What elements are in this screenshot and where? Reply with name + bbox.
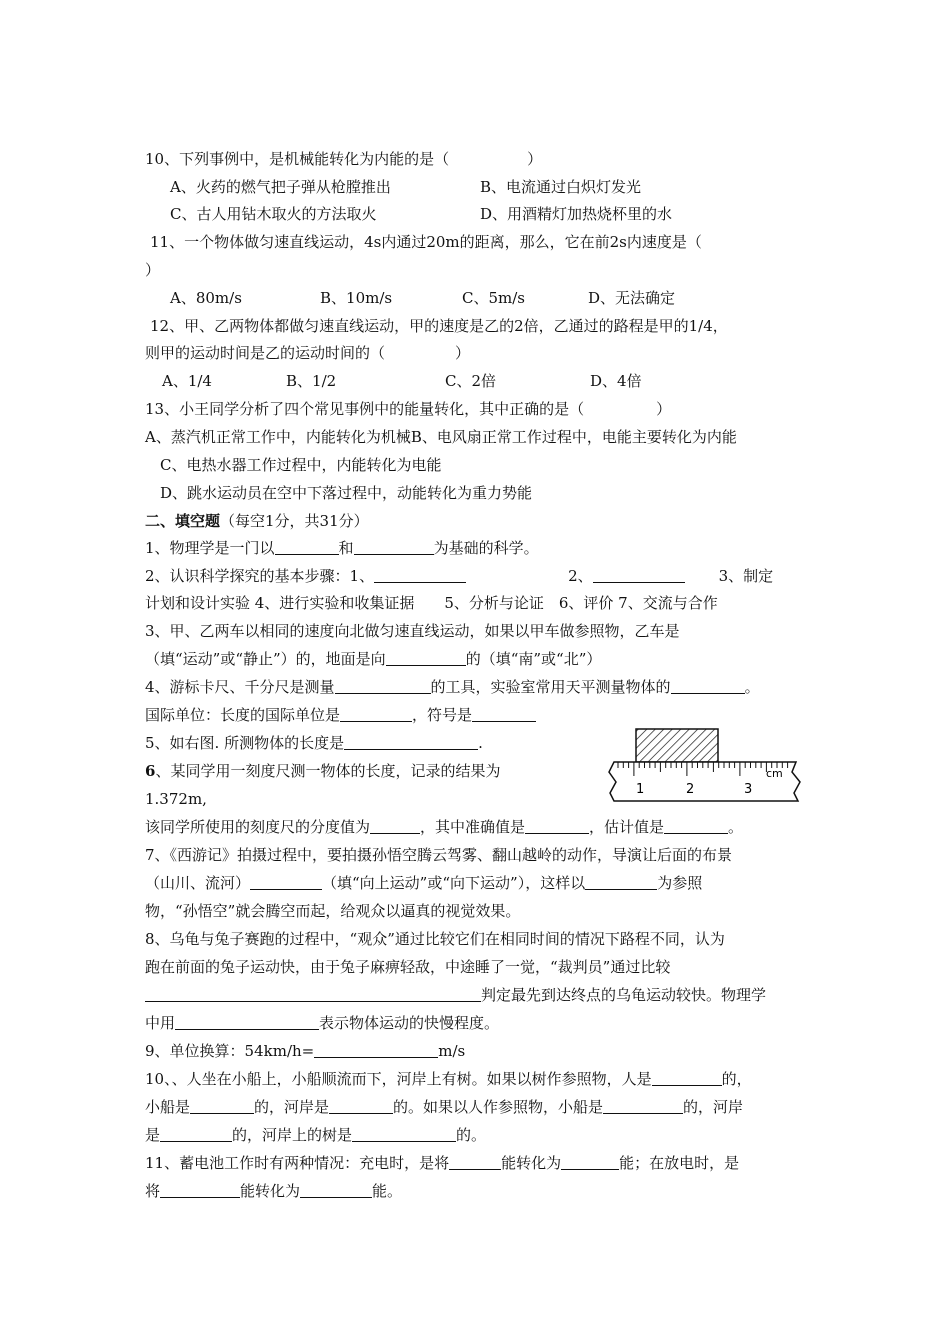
fill-q4-line2: 国际单位：长度的国际单位是 ，符号是 [145,705,536,725]
q12-stem-line2: 则甲的运动时间是乙的运动时间的（ ） [145,344,471,362]
blank [370,817,420,834]
blank [603,1097,683,1114]
fill-q6-line2: 1.372m, [145,790,207,808]
fill-q7-line3: 物，“孙悟空”就会腾空而起，给观众以逼真的视觉效果。 [145,902,521,920]
blank [335,677,431,694]
q13-option-ab: A、蒸汽机正常工作中，内能转化为机械B、电风扇正常工作过程中，电能主要转化为内能 [145,428,737,446]
blank [340,705,412,722]
q10-option-a: A、火药的燃气把子弹从枪膛推出 [170,178,391,196]
q10-stem: 10、下列事例中，是机械能转化为内能的是（ ） [145,150,543,168]
blank [561,1153,619,1170]
fill-q11-line2: 将 能转化为 能。 [145,1182,403,1200]
q12-option-d: D、4倍 [590,372,642,390]
blank [160,1125,232,1142]
fill-q10-line2: 小船是 的，河岸是 的。如果以人作参照物，小船是 的，河岸 [145,1098,744,1116]
blank [145,985,481,1002]
q11-option-d: D、无法确定 [588,289,676,307]
fill-q2: 2、认识科学探究的基本步骤：1、 2、 3、制定 [145,567,774,585]
ruler-tick-label-3: 3 [744,782,753,797]
blank [314,1041,438,1058]
section2-heading [145,511,369,531]
fill-q9: 9、单位换算：54km/h= m/s [145,1042,466,1060]
q11-option-b: B、10m/s [320,289,393,307]
fill-q8-line3: 判定最先到达终点的乌龟运动较快。物理学 [145,985,766,1005]
blank [386,649,466,666]
fill-q10-line3: 是 的，河岸上的树是 的。 [145,1126,487,1144]
blank [354,538,434,555]
q10-option-b: B、电流通过白炽灯发光 [480,178,642,196]
q10-option-c: C、古人用钻木取火的方法取火 [170,205,377,223]
blank [585,873,657,890]
section2-title: 二、填空题 [145,512,221,530]
fill-q10-line1: 10、、人坐在小船上，小船顺流而下，河岸上有树。如果以树作参照物，人是 的， [145,1070,752,1088]
blank [300,1181,372,1198]
q11-stem: 11、一个物体做匀速直线运动，4s内通过20m的距离，那么，它在前2s内速度是（ [150,233,702,251]
blank [344,733,478,750]
ruler-figure [606,727,802,807]
q12-option-a: A、1/4 [162,372,212,390]
blank [671,677,745,694]
fill-q2-line2: 计划和设计实验 4、进行实验和收集证据 5、分析与论证 6、评价 7、交流与合作 [145,594,718,612]
blank [160,1181,240,1198]
ruler-tick-label-1: 1 [636,782,645,797]
q13-stem: 13、小王同学分析了四个常见事例中的能量转化，其中正确的是（ ） [145,400,672,418]
fill-q6-line1: 6、某同学用一刻度尺测一物体的长度，记录的结果为 [145,762,501,780]
blank [275,538,339,555]
blank [449,1153,501,1170]
q12-option-c: C、2倍 [445,372,497,390]
q11-option-a: A、80m/s [170,289,242,307]
q12-stem-line1: 12、甲、乙两物体都做匀速直线运动，甲的速度是乙的2倍，乙通过的路程是甲的1/4， [150,317,728,335]
blank [664,817,728,834]
blank [175,1013,319,1030]
blank [593,566,685,583]
fill-q8-line2: 跑在前面的兔子运动快，由于兔子麻痹轻敌，中途睡了一觉，“裁判员”通过比较 [145,958,671,976]
blank [472,705,536,722]
measured-object [636,729,718,762]
fill-q8-line1: 8、乌龟与兔子赛跑的过程中，“观众”通过比较它们在相同时间的情况下路程不同，认为 [145,930,725,948]
fill-q4-line1: 4、游标卡尺、千分尺是测量 的工具，实验室常用天平测量物体的 。 [145,678,760,696]
q13-option-c: C、电热水器工作过程中，内能转化为电能 [160,456,442,474]
ruler-unit-label: cm [766,767,783,780]
blank [374,566,466,583]
blank [250,873,322,890]
fill-q7-line1: 7、《西游记》拍摄过程中，要拍摄孙悟空腾云驾雾、翻山越岭的动作，导演让后面的布景 [145,846,733,864]
fill-q3-line2: （填“运动”或“静止”）的，地面是向 的（填“南”或“北”） [145,650,602,668]
blank [352,1125,456,1142]
q10-option-d: D、用酒精灯加热烧杯里的水 [480,205,673,223]
q12-option-b: B、1/2 [286,372,337,390]
blank [525,817,589,834]
blank [329,1097,393,1114]
blank [190,1097,254,1114]
fill-q8-line4: 中用 表示物体运动的快慢程度。 [145,1014,500,1032]
fill-q11-line1: 11、蓄电池工作时有两种情况：充电时，是将 能转化为 能；在放电时，是 [145,1154,740,1172]
q13-option-d: D、跳水运动员在空中下落过程中，动能转化为重力势能 [160,484,533,502]
fill-q5: 5、如右图. 所测物体的长度是 . [145,734,483,752]
section2-note: （每空1分，共31分） [220,512,369,530]
q11-option-c: C、5m/s [462,289,525,307]
blank [652,1069,722,1086]
fill-q6-line3: 该同学所使用的刻度尺的分度值为 ，其中准确值是 ，估计值是 。 [145,818,744,836]
fill-q7-line2: （山川、流河） （填“向上运动”或“向下运动”），这样以 为参照 [145,874,703,892]
ruler-tick-label-2: 2 [686,782,695,797]
fill-q1: 1、物理学是一门以 和 为基础的科学。 [145,539,539,557]
fill-q3-line1: 3、甲、乙两车以相同的速度向北做匀速直线运动，如果以甲车做参照物，乙车是 [145,622,680,640]
q11-close: ） [145,261,161,279]
